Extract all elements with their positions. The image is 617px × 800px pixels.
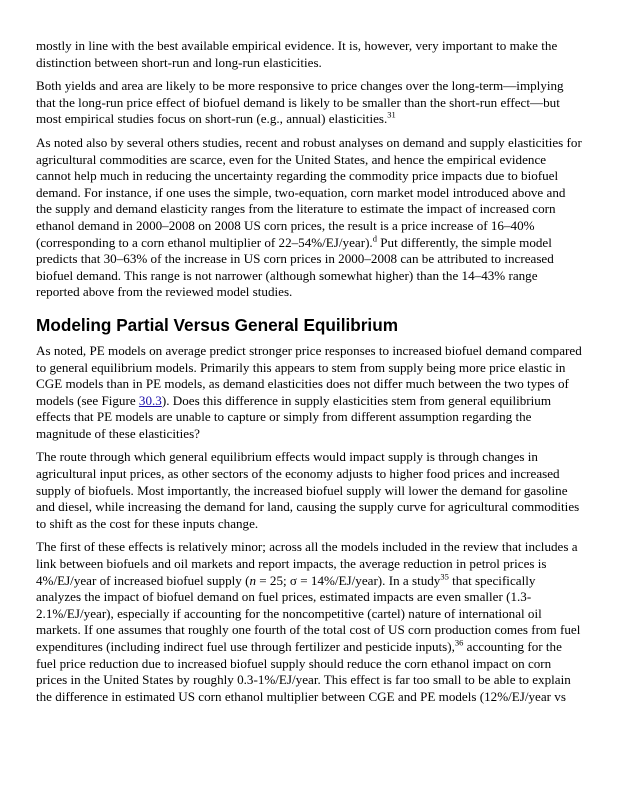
paragraph-text: Both yields and area are likely to be more responsive to price changes over the long-term—implying that the long-run price effect of biofuel demand is likely to be smaller than the short-run effect—but most empirical studies focus on short-run (e.g., annual) elasticities. xyxy=(36,78,564,127)
footnote-ref-35[interactable]: 35 xyxy=(440,571,449,582)
paragraph-long-run-elasticities xyxy=(36,78,582,128)
footnote-ref-31[interactable]: 31 xyxy=(387,110,396,121)
section-heading: Modeling Partial Versus General Equilibrium xyxy=(36,314,398,335)
paragraph-text: ). Does this difference in supply elasticities stem from general equilibrium effects that PE models are unable to capture or simply from different assumption regarding the magnitude of these elasticities? xyxy=(36,392,552,441)
paragraph-text: The first of these effects is relatively minor; across all the models included in the review that includes a link between biofuels and oil markets and report impacts, the average reduction in petrol prices is 4%/EJ/year of increased biofuel supply ( xyxy=(36,539,578,588)
paragraph-text: = 25; σ = 14%/EJ/year). In a study xyxy=(255,572,441,588)
paragraph-oil-market-effects xyxy=(36,539,582,705)
figure-link-30-3[interactable]: 30.3 xyxy=(138,392,162,408)
paragraph-pe-vs-cge xyxy=(36,343,582,443)
footnote-ref-d[interactable]: d xyxy=(372,233,377,244)
paragraph-general-equilibrium-route xyxy=(36,449,582,532)
paragraph-text: mostly in line with the best available empirical evidence. It is, however, very important to make the distinction between short-run and long-run elasticities. xyxy=(36,38,558,70)
paragraph-text: As noted also by several others studies, recent and robust analyses on demand and supply elasticities for agricultural commodities are scarce, even for the United States, and hence the empirical evidence cannot help much in reducing the uncertainty regarding the commodity price impacts due to biofuel demand. For instance, if one uses the simple, two-equation, corn market model introduced above and the supply and demand elasticity ranges from the literature to estimate the impact of increased corn ethanol demand in 2000–2008 on 2008 US corn prices, the result is a price increase of 16–40% (corresponding to a corn ethanol multiplier of 22–54%/EJ/year). xyxy=(36,134,582,250)
paragraph-text: The route through which general equilibrium effects would impact supply is through changes in agricultural input prices, as other sectors of the economy adjusts to higher food prices and increased supply of biofuels. Most importantly, the increased biofuel supply will lower the demand for gasoline and diesel, while increasing the demand for land, causing the supply curve for agricultural commodities to shift as the cost for these inputs change. xyxy=(36,449,580,531)
paragraph-text: As noted, PE models on average predict stronger price responses to increased biofuel demand compared to general equilibrium models. Primarily this appears to stem from supply being more price elastic in CGE models than in PE models, as demand elasticities does not differ much between the two types of models (see Figure xyxy=(36,342,582,408)
variable-n: n xyxy=(249,572,256,588)
paragraph-text: accounting for the fuel price reduction due to increased biofuel supply should reduce the corn ethanol impact on corn prices in the United States by roughly 0.3-1%/EJ/year. This effect is far too small to be able to explain the difference in estimated US corn ethanol multiplier between CGE and PE models (12%/EJ/year vs xyxy=(36,639,571,704)
document-page xyxy=(36,38,582,713)
footnote-ref-36[interactable]: 36 xyxy=(454,637,464,648)
paragraph-text: Put differently, the simple model predicts that 30–63% of the increase in US corn prices in 2000–2008 can be attributed to increased biofuel demand. This range is not narrower (although somewhat higher) than the 14–43% range reported above from the reviewed model studies. xyxy=(36,234,554,300)
paragraph-empirical-evidence xyxy=(36,135,582,301)
paragraph-elasticity-evidence xyxy=(36,38,582,71)
paragraph-text: that specifically analyzes the impact of biofuel demand on fuel prices, estimated impacts are even smaller (1.3-2.1%/EJ/year), especially if accounting for the noncompetitive (cartel) nature of international oil markets. If one assumes that roughly one fourth of the total cost of US corn production comes from fuel expenditures (including indirect fuel use through fertilizer and pesticide inputs), xyxy=(36,572,581,654)
